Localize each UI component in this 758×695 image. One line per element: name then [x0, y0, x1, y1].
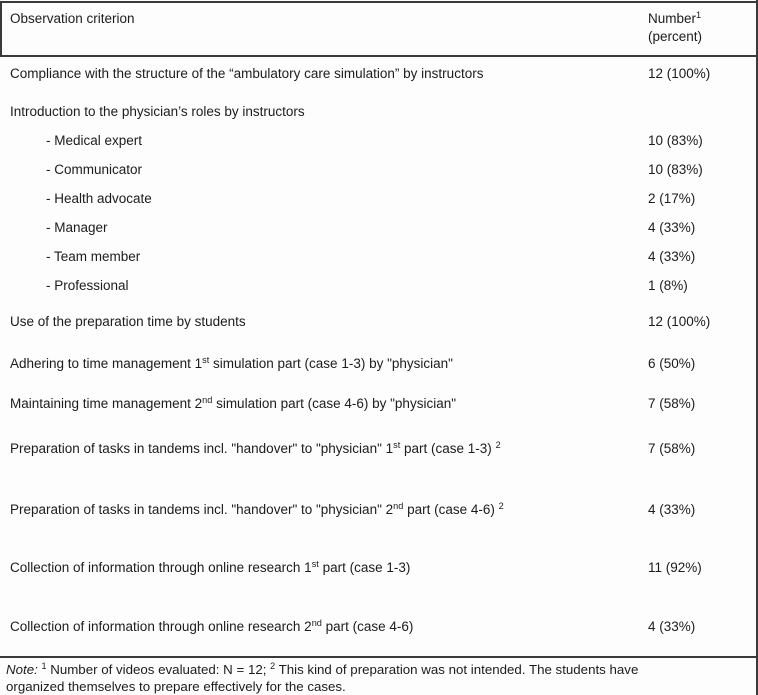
row-value: 11 (92%)	[648, 560, 702, 575]
table-row-preparation-time	[0, 314, 756, 330]
row-label: Collection of information through online research 1st part (case 1-3)	[10, 559, 411, 575]
row-value: 4 (33%)	[648, 619, 696, 634]
table-row-introduction-roles	[0, 104, 756, 120]
row-value: 6 (50%)	[648, 356, 696, 371]
row-label: Introduction to the physician’s roles by instructors	[10, 104, 305, 119]
row-value: 7 (58%)	[648, 396, 696, 411]
row-label: Use of the preparation time by students	[10, 314, 246, 329]
row-value: 2 (17%)	[648, 191, 696, 206]
row-label: - Communicator	[46, 162, 143, 177]
table-row-collection-online-first	[0, 560, 756, 576]
row-value: 12 (100%)	[648, 66, 711, 81]
row-label: - Health advocate	[46, 191, 152, 206]
row-value: 7 (58%)	[648, 441, 696, 456]
row-value: 10 (83%)	[648, 162, 703, 177]
row-label: - Team member	[46, 249, 141, 264]
table-row-preparation-tandems-second	[0, 502, 756, 518]
row-label: Adhering to time management 1st simulation part (case 1-3) by "physician"	[10, 355, 453, 371]
table-bottom-rule	[0, 656, 756, 658]
row-label: - Medical expert	[46, 133, 143, 148]
table-header-left-border	[0, 1, 2, 57]
row-value: 1 (8%)	[648, 278, 688, 293]
table-row-professional	[0, 278, 756, 294]
row-label: - Professional	[46, 278, 129, 293]
column-header-observation-criterion: Observation criterion	[10, 11, 135, 26]
table-row-health-advocate	[0, 191, 756, 207]
table-row-preparation-tandems-first	[0, 441, 756, 457]
column-header-percent: (percent)	[648, 29, 703, 44]
table-header-rule	[0, 55, 756, 57]
table-row-team-member	[0, 249, 756, 265]
table-note: Note: $^1$ Number of videos evaluated: N = 12; $^2$ This kind of preparation was not intended. The students have organized themselves to prepare effectively for the cases.	[6, 661, 639, 694]
row-label: Maintaining time management 2nd simulation part (case 4-6) by "physician"	[10, 395, 456, 411]
row-label: - Manager	[46, 220, 108, 235]
table-row-collection-online-second	[0, 619, 756, 635]
column-header-number: Number$^1$	[648, 10, 702, 26]
row-label: Collection of information through online research 2nd part (case 4-6)	[10, 618, 414, 634]
row-value: 4 (33%)	[648, 502, 696, 517]
row-label: Preparation of tasks in tandems incl. "handover" to "physician" 1st part (case 1-3) $^2$	[10, 440, 501, 456]
table-row-medical-expert	[0, 133, 756, 149]
row-value: 12 (100%)	[648, 314, 711, 329]
table-row-communicator	[0, 162, 756, 178]
table-row-compliance	[0, 66, 756, 82]
table-row-manager	[0, 220, 756, 236]
table-row-adhering-time-management	[0, 356, 756, 372]
row-value: 10 (83%)	[648, 133, 703, 148]
table-row-maintaining-time-management	[0, 396, 756, 412]
table-top-rule	[0, 1, 756, 3]
row-label: Compliance with the structure of the “ambulatory care simulation” by instructors	[10, 66, 484, 81]
row-label: Preparation of tasks in tandems incl. "handover" to "physician" 2nd part (case 4-6) $^2$	[10, 501, 504, 517]
row-value: 4 (33%)	[648, 220, 696, 235]
column-header-number-percent	[648, 10, 702, 46]
row-value: 4 (33%)	[648, 249, 696, 264]
